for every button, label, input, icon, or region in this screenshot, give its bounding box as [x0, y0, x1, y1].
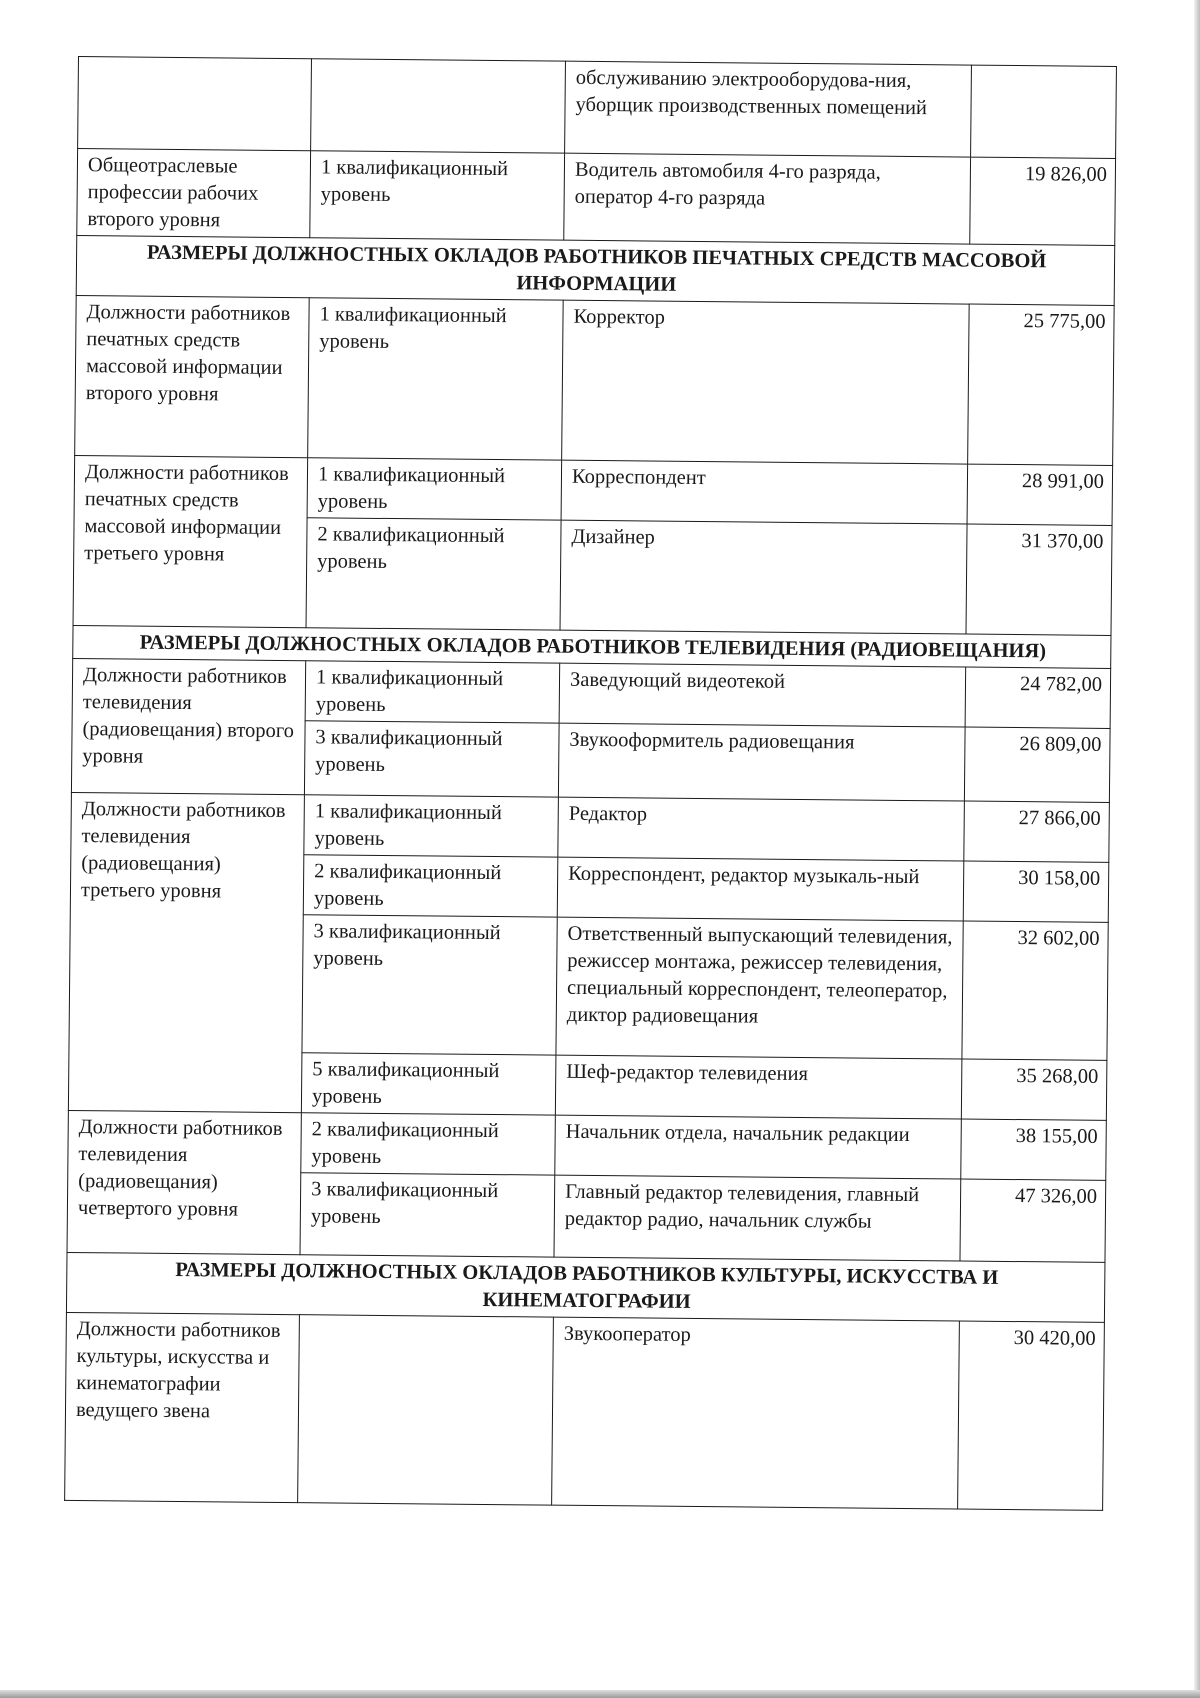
position-cell: обслуживанию электрооборудова-ния, уборщик производственных помещений	[565, 61, 972, 157]
level-cell	[298, 1315, 554, 1505]
level-cell: 2 квалификационный уровень	[303, 855, 558, 917]
scan-edge-right	[1194, 0, 1200, 1698]
position-cell: Редактор	[558, 797, 965, 861]
salary-cell: 27 866,00	[964, 801, 1110, 862]
position-cell: Корректор	[562, 300, 970, 464]
level-cell: 3 квалификационный уровень	[304, 721, 559, 797]
level-cell: 1 квалификационный уровень	[308, 298, 564, 460]
position-cell: Водитель автомобиля 4-го разряда, оператор 4-го разряда	[564, 153, 971, 244]
table-row	[71, 792, 1110, 862]
salary-cell: 19 826,00	[970, 157, 1116, 245]
table-row	[74, 455, 1113, 525]
table-row	[68, 1110, 1107, 1180]
salary-cell: 30 158,00	[963, 861, 1109, 922]
section-title: РАЗМЕРЫ ДОЛЖНОСТНЫХ ОКЛАДОВ РАБОТНИКОВ ПЕЧАТНЫХ СРЕДСТВ МАССОВОЙ ИНФОРМАЦИИ	[76, 235, 1115, 305]
document-page	[64, 56, 1116, 1511]
salary-cell	[971, 65, 1117, 158]
scan-edge-bottom	[0, 1690, 1200, 1698]
salary-cell: 24 782,00	[965, 667, 1111, 728]
section-title: РАЗМЕРЫ ДОЛЖНОСТНЫХ ОКЛАДОВ РАБОТНИКОВ КУЛЬТУРЫ, ИСКУССТВА И КИНЕМАТОГРАФИИ	[66, 1252, 1105, 1322]
table-row	[77, 149, 1116, 246]
level-cell: 2 квалификационный уровень	[301, 1113, 556, 1175]
level-cell: 2 квалификационный уровень	[306, 518, 561, 630]
table-row	[78, 57, 1117, 159]
level-cell: 1 квалификационный уровень	[305, 661, 560, 723]
position-cell: Дизайнер	[560, 520, 967, 634]
salary-cell: 28 991,00	[967, 464, 1113, 525]
group-cell	[78, 57, 312, 151]
group-cell: Должности работников телевидения (радиовещания) третьего уровня	[68, 792, 304, 1112]
salary-table	[64, 56, 1117, 1511]
level-cell: 1 квалификационный уровень	[304, 795, 559, 857]
section-title: РАЗМЕРЫ ДОЛЖНОСТНЫХ ОКЛАДОВ РАБОТНИКОВ ТЕЛЕВИДЕНИЯ (РАДИОВЕЩАНИЯ)	[73, 625, 1111, 668]
salary-cell: 38 155,00	[961, 1119, 1107, 1180]
level-cell: 3 квалификационный уровень	[300, 1173, 555, 1257]
group-cell: Должности работников телевидения (радиовещания) четвертого уровня	[67, 1110, 301, 1254]
level-cell	[311, 59, 566, 153]
position-cell: Главный редактор телевидения, главный редактор радио, начальник службы	[554, 1175, 961, 1261]
salary-cell: 26 809,00	[964, 727, 1110, 802]
group-cell: Должности работников печатных средств массовой информации второго уровня	[75, 295, 310, 457]
level-cell: 1 квалификационный уровень	[310, 151, 565, 240]
salary-cell: 30 420,00	[958, 1321, 1105, 1510]
position-cell: Начальник отдела, начальник редакции	[555, 1115, 962, 1179]
position-cell: Звукооператор	[552, 1317, 960, 1509]
position-cell: Корреспондент	[561, 460, 968, 524]
position-cell: Корреспондент, редактор музыкаль-ный	[557, 857, 964, 921]
salary-cell: 32 602,00	[962, 921, 1108, 1060]
group-cell: Должности работников печатных средств массовой информации третьего уровня	[73, 455, 308, 627]
table-row	[65, 1312, 1105, 1510]
salary-cell: 25 775,00	[968, 304, 1115, 465]
table-row	[75, 295, 1114, 465]
section-header-row	[76, 235, 1115, 305]
group-cell: Должности работников телевидения (радиовещания) второго уровня	[71, 658, 305, 794]
position-cell: Шеф-редактор телевидения	[555, 1055, 962, 1119]
level-cell: 3 квалификационный уровень	[302, 915, 557, 1055]
group-cell: Общеотраслевые профессии рабочих второго уровня	[77, 149, 311, 238]
group-cell: Должности работников культуры, искусства и кинематографии ведущего звена	[65, 1312, 300, 1502]
salary-cell: 35 268,00	[961, 1059, 1107, 1120]
section-header-row	[66, 1252, 1105, 1322]
level-cell: 5 квалификационный уровень	[301, 1053, 556, 1115]
position-cell: Звукооформитель радиовещания	[558, 723, 965, 801]
salary-cell: 31 370,00	[966, 524, 1112, 635]
salary-cell: 47 326,00	[960, 1179, 1106, 1262]
table-row	[72, 658, 1111, 728]
position-cell: Заведующий видеотекой	[559, 663, 966, 727]
position-cell: Ответственный выпускающий телевидения, режиссер монтажа, режиссер телевидения, специальный корреспондент, телеоператор, диктор радиовещания	[556, 917, 963, 1059]
level-cell: 1 квалификационный уровень	[307, 458, 562, 520]
